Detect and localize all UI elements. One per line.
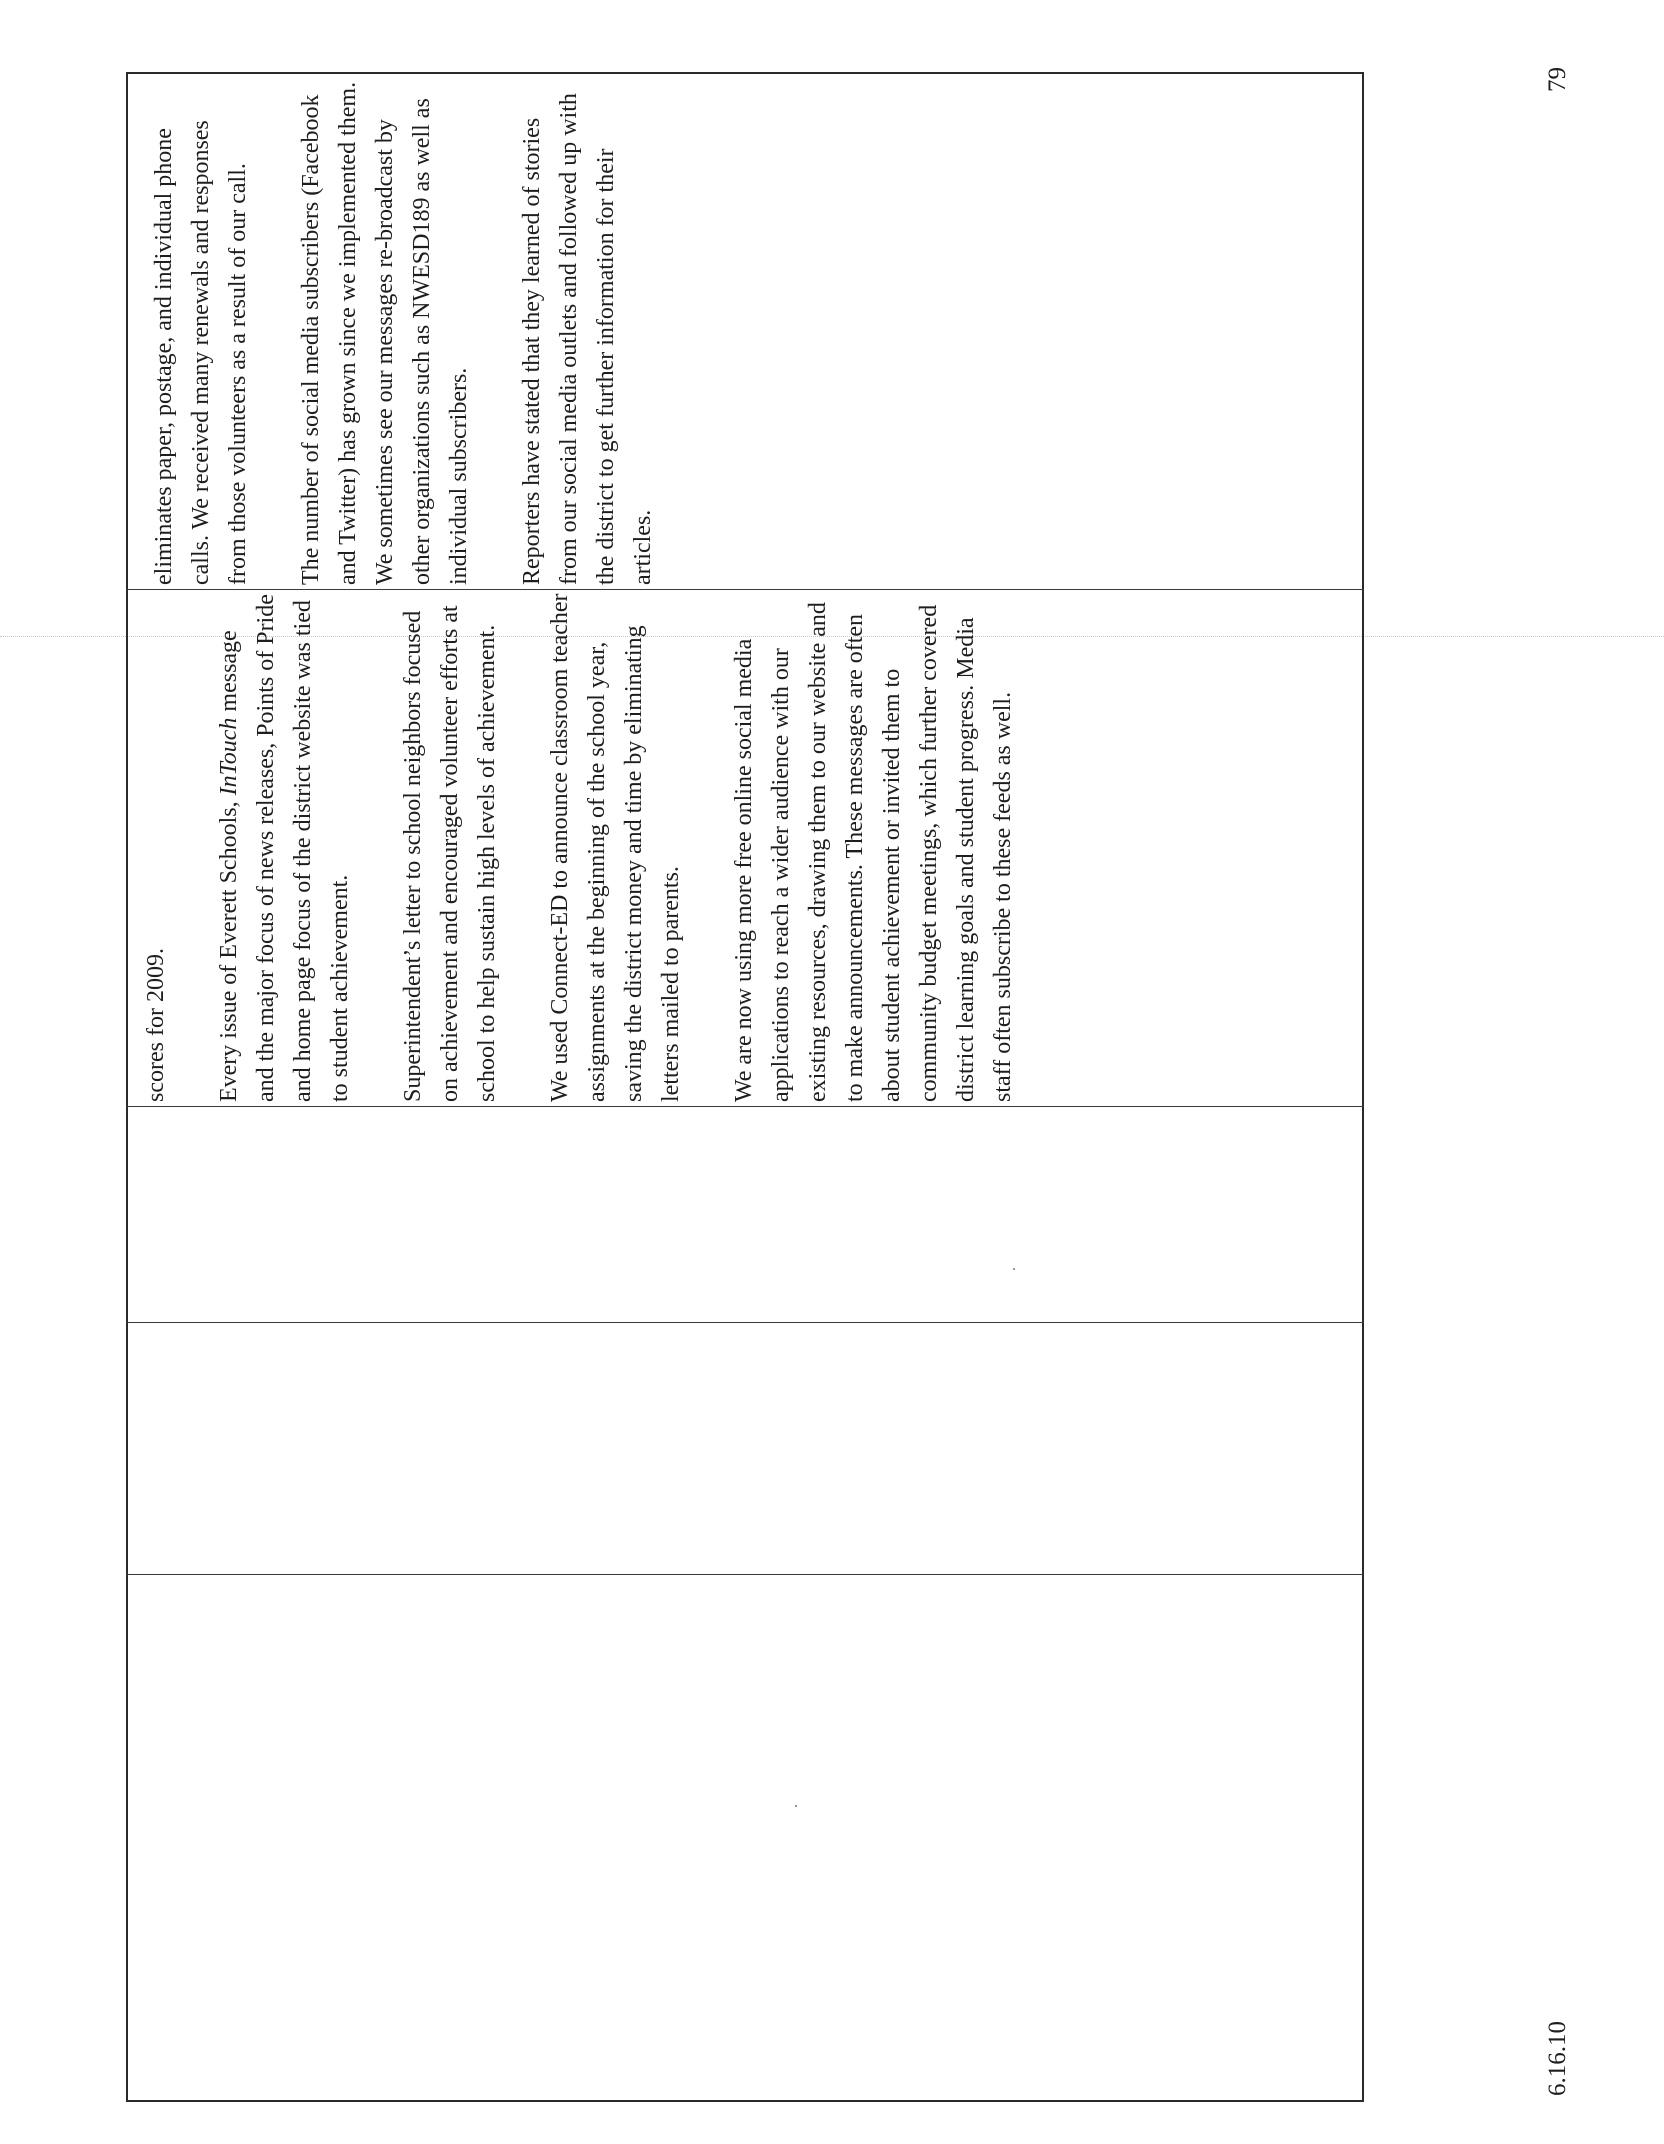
table-cell-actions <box>138 593 1022 1102</box>
actions-lead-in: scores for 2009. <box>143 948 169 1102</box>
results-paragraph-volunteers: eliminates paper, postage, and individual phone calls. We received many renewals and responses from those volunteers as a result of our call. <box>151 120 251 585</box>
actions-paragraph-connect-ed: We used Connect-ED to announce classroom teacher assignments at the beginning of the school year, saving the district money and time by eliminating letters mailed to parents. <box>547 593 684 1102</box>
page-date: 6.16.10 <box>1544 2021 1571 2096</box>
actions-paragraph-social-media: We are now using more free online social media applications to reach a wider audience with our existing resources, drawing them to our website and to make announcements. These messages are often about student achievement or invited them to community budget meetings, which further covered district learning goals and student progress. Media staff often subscribe to these feeds as well. <box>731 602 1016 1102</box>
intouch-title: InTouch <box>216 717 242 796</box>
results-paragraph-reporters: Reporters have stated that they learned of stories from our social media outlets and followed up with the district to get further information for their articles. <box>519 93 656 585</box>
page-number: 79 <box>1544 67 1571 92</box>
column-divider <box>126 1322 1364 1323</box>
column-divider <box>126 1106 1364 1107</box>
column-divider <box>126 589 1364 590</box>
actions-paragraph-superintendent: Superintendent’s letter to school neighbors focused on achievement and encouraged volunteer efforts at school to help sustain high levels of achievement. <box>400 605 500 1102</box>
table-cell-results <box>146 80 662 585</box>
column-divider <box>126 1574 1364 1575</box>
results-paragraph-subscribers: The number of social media subscribers (Facebook and Twitter) has grown since we implemented them. We sometimes see our messages re-broadcast by other organizations such as NWESD189 as well as individual subscribers. <box>298 81 472 585</box>
actions-paragraph-intouch: Every issue of Everett Schools, InTouch message and the major focus of news releases, Points of Pride and home page focus of the district website was tied to student achievement. <box>216 594 353 1102</box>
